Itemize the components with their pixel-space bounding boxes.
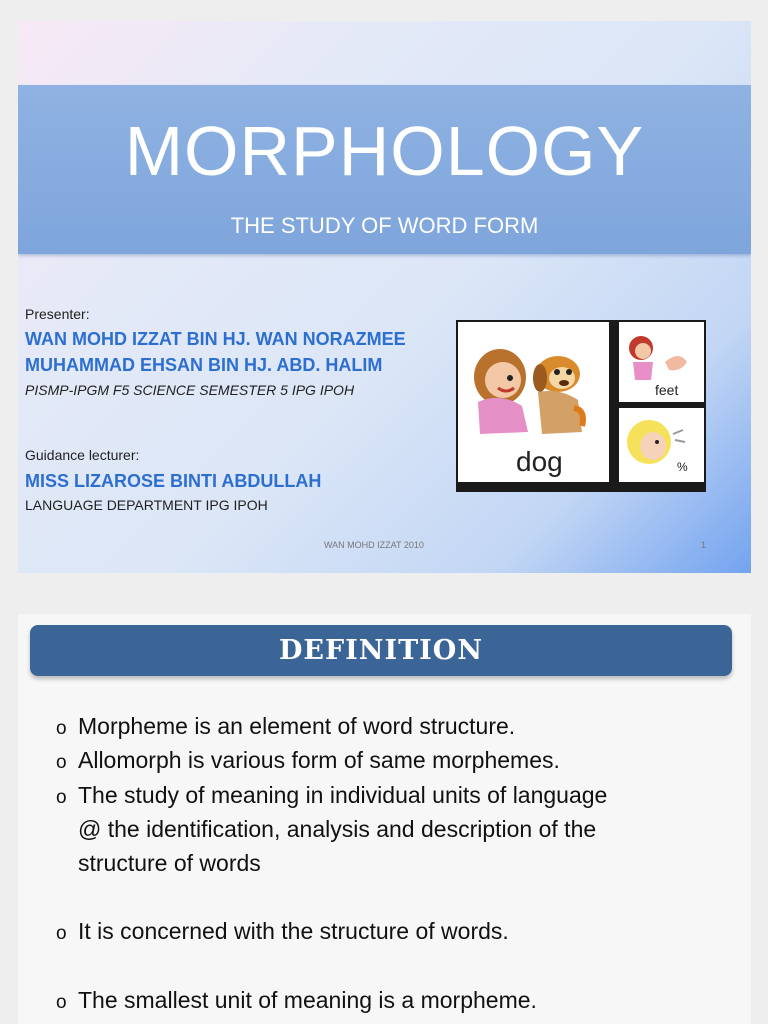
feet-panel [619, 322, 704, 402]
presenter-name-2: MUHAMMAD EHSAN BIN HJ. ABD. HALIM [25, 355, 383, 375]
bullet-4 [56, 914, 509, 951]
bullet-mark: o [56, 992, 67, 1013]
presenter-label: Presenter: [25, 306, 90, 322]
department-text: LANGUAGE DEPARTMENT IPG IPOH [25, 497, 268, 513]
bullet-text: Morpheme is an element of word structure. [78, 713, 516, 739]
bullet-1 [56, 709, 515, 746]
bullet-mark: o [56, 923, 67, 944]
title-slide [18, 21, 751, 573]
face-panel [619, 408, 704, 482]
illustration [456, 320, 706, 492]
bullet-3 [56, 778, 607, 815]
dog-panel [458, 322, 609, 482]
slide-title: MORPHOLOGY [124, 112, 645, 190]
slide-footer: WAN MOHD IZZAT 2010 [324, 540, 424, 550]
bullet-text: The smallest unit of meaning is a morpheme. [78, 987, 537, 1013]
bullet-text: It is concerned with the structure of words. [78, 918, 509, 944]
definition-slide [18, 614, 751, 1024]
bullet-5 [56, 983, 537, 1020]
definition-title: DEFINITION [278, 635, 484, 666]
slide-number: 1 [701, 540, 707, 550]
bullet-mark: o [56, 752, 67, 773]
slide-subtitle: THE STUDY OF WORD FORM [230, 213, 539, 238]
bullet-2 [56, 743, 560, 780]
lecturer-label: Guidance lecturer: [25, 447, 140, 463]
title-band [18, 85, 751, 254]
presenter-name-1: WAN MOHD IZZAT BIN HJ. WAN NORAZMEE [25, 329, 406, 349]
bullet-3-line-2: @ the identification, analysis and description of the [78, 816, 597, 842]
feet-word: feet [655, 382, 679, 398]
bullet-mark: o [56, 718, 67, 739]
bullet-text: The study of meaning in individual units of language [78, 782, 608, 808]
bullet-text: Allomorph is various form of same morphemes. [78, 747, 560, 773]
definition-header [30, 625, 732, 676]
face-mark: % [677, 460, 688, 474]
bullet-mark: o [56, 787, 67, 808]
lecturer-name: MISS LIZAROSE BINTI ABDULLAH [25, 471, 322, 491]
bullet-3-line-3: structure of words [78, 850, 261, 876]
girl-face-image [619, 408, 704, 482]
program-text: PISMP-IPGM F5 SCIENCE SEMESTER 5 IPG IPOH [25, 382, 355, 398]
dog-word: dog [516, 446, 563, 477]
